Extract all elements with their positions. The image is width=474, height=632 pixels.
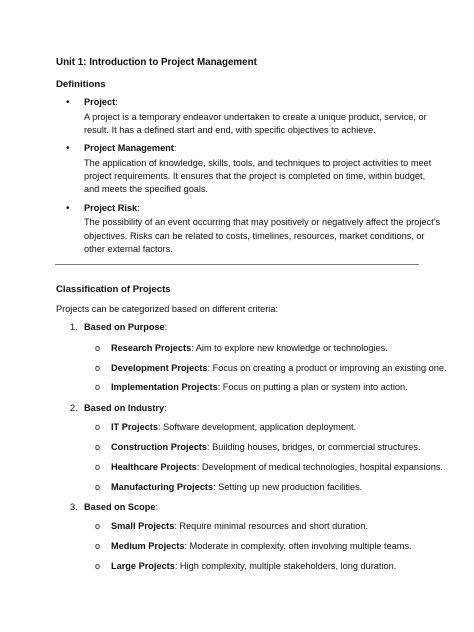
item-description: : Building houses, bridges, or commercial structures. xyxy=(206,442,421,452)
horizontal-divider xyxy=(55,264,419,265)
classification-heading: Classification of Projects xyxy=(56,284,171,295)
list-number: 1. xyxy=(70,322,78,332)
definition-text-line: A project is a temporary endeavor undertaken to create a unique product, service, or xyxy=(84,112,427,122)
definition-text-line: project requirements. It ensures that the project is completed on time, within budget, xyxy=(84,171,426,181)
bullet-icon: • xyxy=(66,97,70,108)
item-description: : Focus on putting a plan or system into action. xyxy=(217,382,408,392)
item-term: Development Projects xyxy=(111,363,208,373)
item-description: : High complexity, multiple stakeholders, long duration. xyxy=(174,561,397,571)
item-term: Implementation Projects xyxy=(111,382,218,392)
definition-text-line: objectives. Risks can be related to costs, timelines, resources, market conditions, or xyxy=(84,231,425,241)
circle-bullet-icon: o xyxy=(95,462,101,472)
circle-bullet-icon: o xyxy=(95,521,101,531)
item-term: Healthcare Projects xyxy=(111,462,197,472)
item-description: : Require minimal resources and short duration. xyxy=(174,521,368,531)
definitions-heading: Definitions xyxy=(56,79,106,90)
item-description: : Moderate in complexity, often involving multiple teams. xyxy=(184,541,412,551)
circle-bullet-icon: o xyxy=(95,363,101,373)
item-term: Medium Projects xyxy=(111,541,185,551)
item-description: : Focus on creating a product or improving an existing one. xyxy=(207,363,447,373)
circle-bullet-icon: o xyxy=(95,422,101,432)
definition-text-line: other external factors. xyxy=(84,244,173,254)
circle-bullet-icon: o xyxy=(95,541,101,551)
category-label: Based on Purpose: xyxy=(84,322,168,332)
item-description: : Aim to explore new knowledge or technologies. xyxy=(191,343,388,353)
item-term: Manufacturing Projects xyxy=(111,482,214,492)
circle-bullet-icon: o xyxy=(95,482,101,492)
item-term: Small Projects xyxy=(111,521,175,531)
circle-bullet-icon: o xyxy=(95,343,101,353)
definition-text-line: The possibility of an event occurring that may positively or negatively affect the project’s xyxy=(84,217,441,227)
category-label: Based on Industry: xyxy=(84,403,167,413)
circle-bullet-icon: o xyxy=(95,561,101,571)
item-description: : Software development, application deployment. xyxy=(157,422,357,432)
item-term: Research Projects xyxy=(111,343,192,353)
circle-bullet-icon: o xyxy=(95,382,101,392)
definition-text-line: and meets the specified goals. xyxy=(84,184,209,194)
circle-bullet-icon: o xyxy=(95,442,101,452)
document-title: Unit 1: Introduction to Project Management xyxy=(56,57,257,68)
classification-intro: Projects can be categorized based on different criteria: xyxy=(56,304,278,314)
bullet-icon: • xyxy=(66,203,70,214)
bullet-icon: • xyxy=(66,143,70,154)
item-term: Large Projects xyxy=(111,561,175,571)
item-term: Construction Projects xyxy=(111,442,207,452)
definition-text-line: The application of knowledge, skills, tools, and techniques to project activities to meet xyxy=(84,158,432,168)
category-label: Based on Scope: xyxy=(84,502,159,512)
definition-term: Project Management: xyxy=(84,143,177,153)
item-description: : Setting up new production facilities. xyxy=(213,482,363,492)
list-number: 2. xyxy=(70,403,78,413)
list-number: 3. xyxy=(70,502,78,512)
item-term: IT Projects xyxy=(111,422,158,432)
definition-text-line: result. It has a defined start and end, with specific objectives to achieve. xyxy=(84,125,376,135)
definition-term: Project Risk: xyxy=(84,203,140,213)
definition-term: Project: xyxy=(84,97,118,107)
item-description: : Development of medical technologies, hospital expansions. xyxy=(196,462,443,472)
